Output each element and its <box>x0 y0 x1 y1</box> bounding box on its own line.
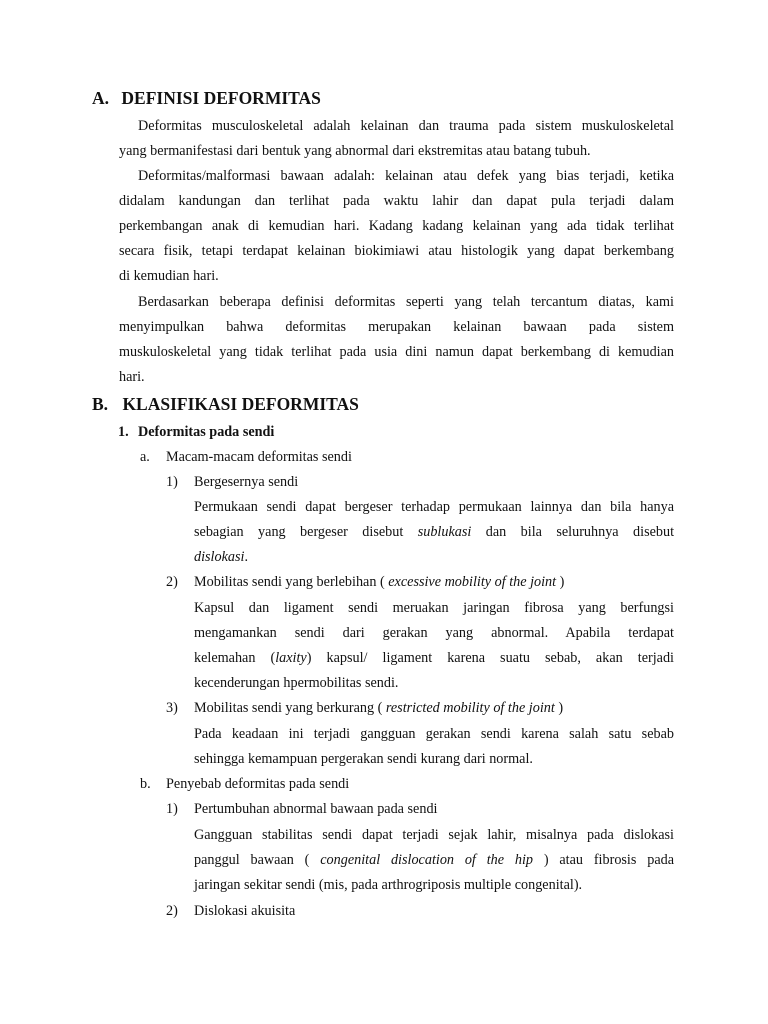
point-title: Mobilitas sendi yang berkurang ( restricted mobility of the joint ) <box>194 700 564 716</box>
point-marker: 1) <box>166 801 178 817</box>
point-title: Dislokasi akuisita <box>194 903 296 919</box>
paragraph-line: hari. <box>119 369 145 385</box>
point-marker: 2) <box>166 903 178 919</box>
point-text-line: mengamankan sendi dari gerakan yang abnormal. Apabila terdapat <box>194 625 674 641</box>
sub-item-a-marker: a. <box>140 449 150 465</box>
section-a-heading <box>92 87 321 109</box>
point-text-line: Kapsul dan ligament sendi meruakan jaringan fibrosa yang berfungsi <box>194 600 674 616</box>
paragraph-line: Deformitas musculoskeletal adalah kelainan dan trauma pada sistem muskuloskeletal <box>138 118 674 134</box>
point-marker: 2) <box>166 574 178 590</box>
paragraph-line: secara fisik, tetapi terdapat kelainan biokimiawi atau histologik yang dapat berkembang <box>119 243 674 259</box>
italic-term: laxity <box>275 650 307 666</box>
point-text-line: sehingga kemampuan pergerakan sendi kurang dari normal. <box>194 751 533 767</box>
section-a-marker: A. <box>92 88 110 108</box>
sub-item-b-title: Penyebab deformitas pada sendi <box>166 776 350 792</box>
point-marker: 3) <box>166 700 178 716</box>
point-text-line: Gangguan stabilitas sendi dapat terjadi sejak lahir, misalnya pada dislokasi <box>194 827 674 843</box>
paragraph-line: di kemudian hari. <box>119 268 219 284</box>
sub-item-b-marker: b. <box>140 776 151 792</box>
list-item-1-title: Deformitas pada sendi <box>138 424 275 440</box>
point-title: Mobilitas sendi yang berlebihan ( excessive mobility of the joint ) <box>194 574 565 590</box>
paragraph-line: didalam kandungan dan terlihat pada waktu lahir dan dapat pula terjadi dalam <box>119 193 674 209</box>
point-text-line: kelemahan (laxity) kapsul/ ligament karena suatu sebab, akan terjadi <box>194 650 674 666</box>
point-text-line: jaringan sekitar sendi (mis, pada arthrogriposis multiple congenital). <box>194 877 583 893</box>
paragraph-line: Berdasarkan beberapa definisi deformitas seperti yang telah tercantum diatas, kami <box>138 294 674 310</box>
point-text-line: dislokasi. <box>194 549 248 565</box>
paragraph-line: menyimpulkan bahwa deformitas merupakan kelainan bawaan pada sistem <box>119 319 674 335</box>
point-title: Pertumbuhan abnormal bawaan pada sendi <box>194 801 438 817</box>
paragraph-line: yang bermanifestasi dari bentuk yang abnormal dari ekstremitas atau batang tubuh. <box>119 143 591 159</box>
point-text-line: sebagian yang bergeser disebut sublukasi dan bila seluruhnya disebut <box>194 524 675 540</box>
paragraph-line: Deformitas/malformasi bawaan adalah: kelainan atau defek yang bias terjadi, ketika <box>138 168 674 184</box>
section-b-heading <box>92 393 359 415</box>
point-title: Bergesernya sendi <box>194 474 299 490</box>
section-b-title: KLASIFIKASI DEFORMITAS <box>122 394 359 414</box>
list-item-1-marker: 1. <box>118 424 129 440</box>
italic-term: restricted mobility of the joint <box>385 700 555 716</box>
paragraph-line: perkembangan anak di kemudian hari. Kadang kadang kelainan yang ada tidak terlihat <box>119 218 674 234</box>
point-text-line: Pada keadaan ini terjadi gangguan gerakan sendi karena salah satu sebab <box>194 726 674 742</box>
section-b-marker: B. <box>92 394 109 414</box>
italic-term: congenital dislocation of the hip <box>320 852 533 868</box>
section-a-title: DEFINISI DEFORMITAS <box>121 88 321 108</box>
point-marker: 1) <box>166 474 178 490</box>
paragraph-line: muskuloskeletal yang tidak terlihat pada usia dini namun dapat berkembang di kemudian <box>119 344 674 360</box>
point-text-line: Permukaan sendi dapat bergeser terhadap permukaan lainnya dan bila hanya <box>194 499 674 515</box>
sub-item-a-title: Macam-macam deformitas sendi <box>166 449 352 465</box>
point-text-line: panggul bawaan ( congenital dislocation of the hip ) atau fibrosis pada <box>194 852 675 868</box>
italic-term: dislokasi <box>194 549 245 565</box>
italic-term: sublukasi <box>417 524 472 540</box>
point-text-line: kecenderungan hpermobilitas sendi. <box>194 675 399 691</box>
italic-term: excessive mobility of the joint <box>388 574 557 590</box>
